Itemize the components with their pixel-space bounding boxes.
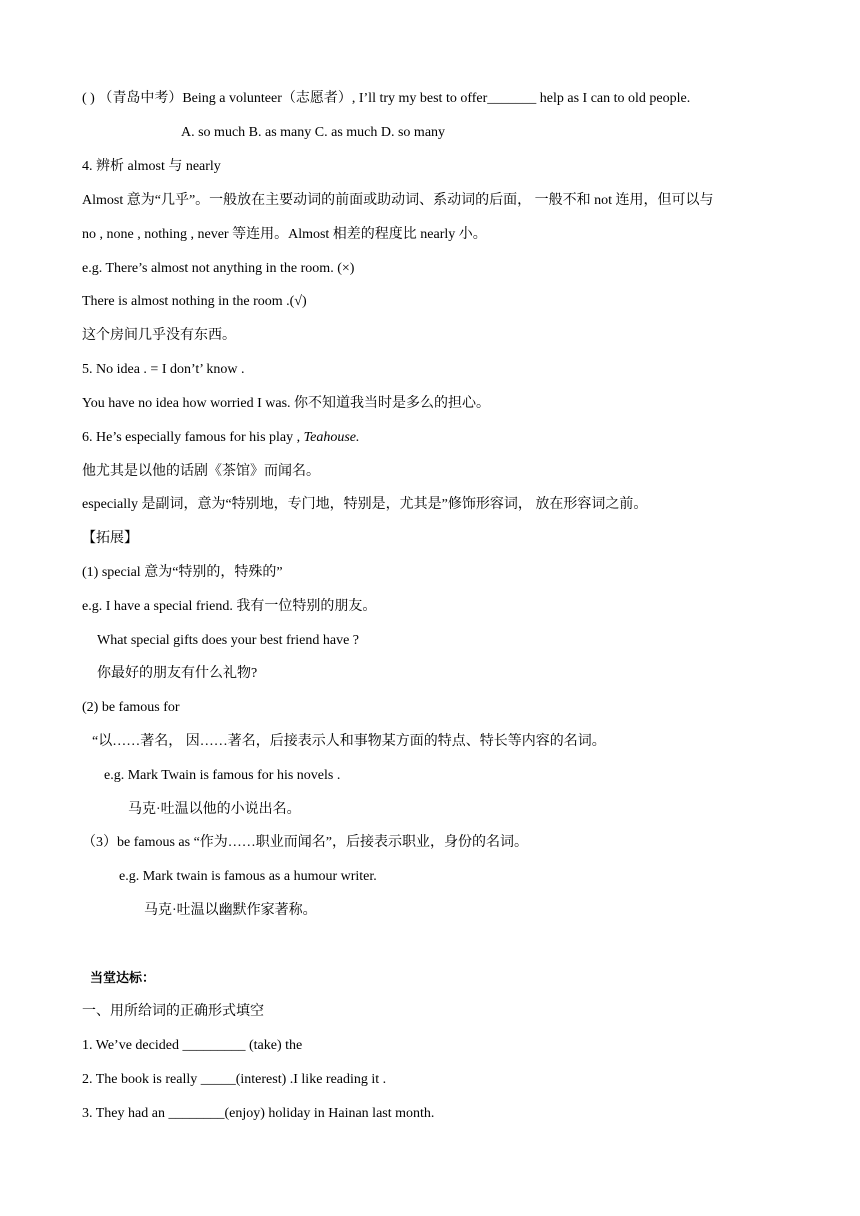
section-6-play-title: Teahouse. [303, 430, 360, 445]
practice-question-2: 2. The book is really _____(interest) .I like reading it . [82, 1072, 387, 1087]
expand-item-1-example-2-translation: 你最好的朋友有什么礼物? [97, 666, 258, 681]
section-6-translation: 他尤其是以他的话剧《茶馆》而闻名。 [82, 464, 320, 479]
section-4-example-1: e.g. There’s almost not anything in the room. (×) [82, 261, 355, 276]
expand-item-1: (1) special 意为“特别的，特殊的” [82, 565, 283, 580]
section-5-heading: 5. No idea . = I don’t’ know . [82, 362, 245, 377]
section-4-heading: 4. 辨析 almost 与 nearly [82, 159, 221, 174]
expand-item-2-example: e.g. Mark Twain is famous for his novels . [104, 768, 341, 783]
expand-label: 【拓展】 [82, 531, 138, 546]
section-6-note: especially 是副词，意为“特别地，专门地，特别是，尤其是”修饰形容词， 放在形容词之前。 [82, 497, 648, 512]
expand-item-2: (2) be famous for [82, 700, 180, 715]
section-6-heading [82, 429, 360, 447]
question-prev-options: A. so much B. as many C. as much D. so many [181, 125, 446, 140]
expand-item-3-example-translation: 马克·吐温以幽默作家著称。 [144, 903, 317, 918]
section-4-paragraph-2: no , none , nothing , never 等连用。Almost 相差的程度比 nearly 小。 [82, 227, 487, 242]
section-4-paragraph-1: Almost 意为“几乎”。一般放在主要动词的前面或助动词、系动词的后面， 一般不和 not 连用，但可以与 [82, 193, 714, 208]
section-5-example: You have no idea how worried I was. 你不知道我当时是多么的担心。 [82, 396, 491, 411]
section-4-example-2: There is almost nothing in the room .(√) [82, 294, 307, 309]
practice-part-1-heading: 一、用所给词的正确形式填空 [82, 1004, 264, 1019]
expand-item-1-example: e.g. I have a special friend. 我有一位特别的朋友。 [82, 599, 377, 614]
question-prev-text: （青岛中考）Being a volunteer（志愿者）, I’ll try my best to offer_______ help as I can to old people. [98, 91, 691, 106]
expand-item-3-example: e.g. Mark twain is famous as a humour writer. [119, 869, 377, 884]
expand-item-3: （3）be famous as “作为……职业而闻名”，后接表示职业，身份的名词。 [82, 835, 529, 850]
expand-item-2-definition: “以……著名， 因……著名，后接表示人和事物某方面的特点、特长等内容的名词。 [92, 734, 606, 749]
answer-blank-paren: ( ) [82, 91, 95, 106]
section-6-heading-text: 6. He’s especially famous for his play , [82, 430, 304, 445]
practice-question-3: 3. They had an ________(enjoy) holiday in Hainan last month. [82, 1106, 435, 1121]
practice-title: 当堂达标： [90, 971, 156, 986]
section-4-example-2-translation: 这个房间几乎没有东西。 [82, 328, 236, 343]
question-prev [82, 90, 690, 108]
expand-item-1-example-2: What special gifts does your best friend have ? [97, 633, 360, 648]
practice-question-1: 1. We’ve decided _________ (take) the [82, 1038, 303, 1053]
expand-item-2-example-translation: 马克·吐温以他的小说出名。 [128, 802, 301, 817]
